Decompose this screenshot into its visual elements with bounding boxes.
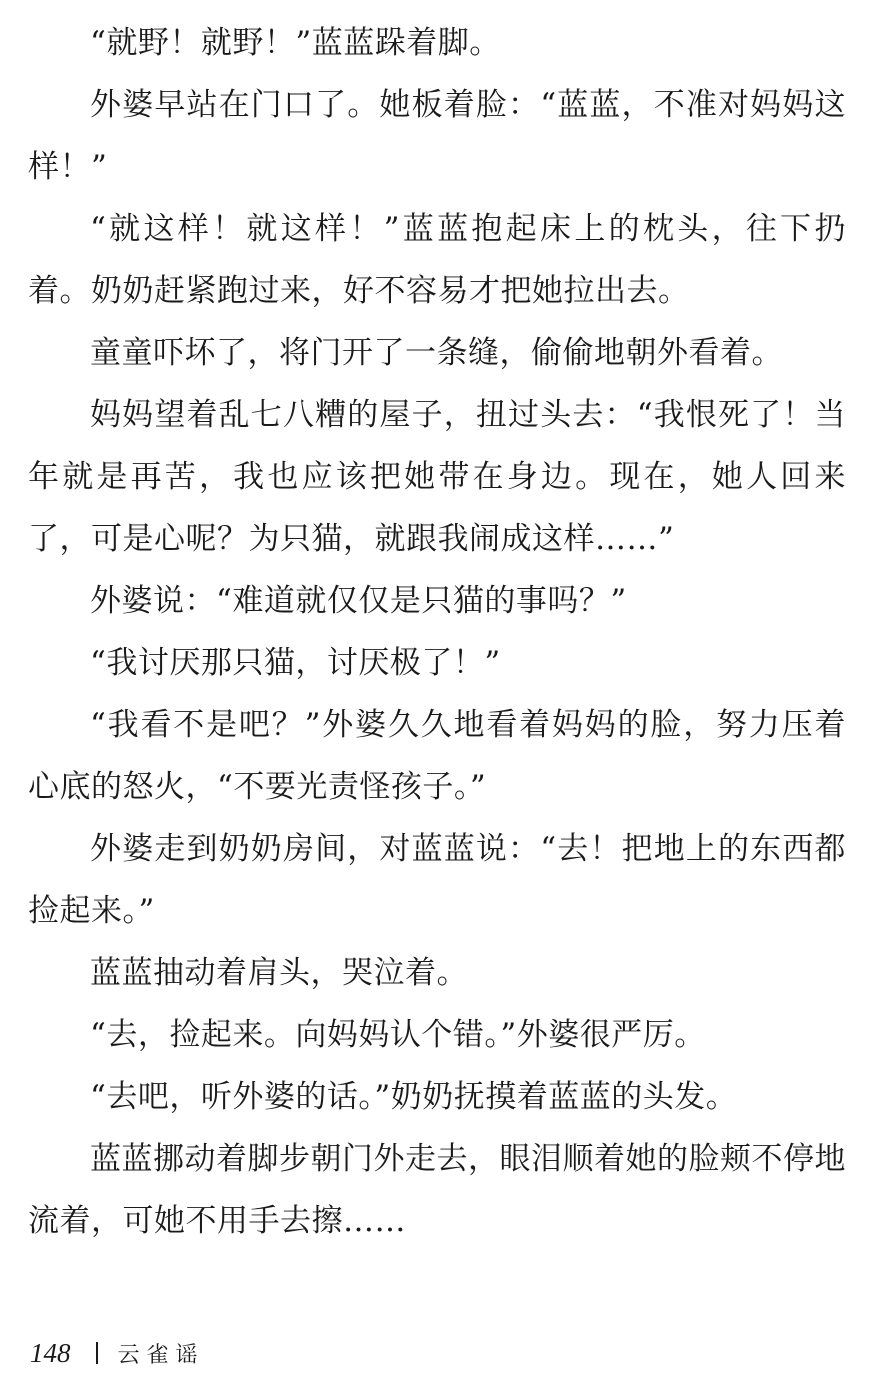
- paragraph: 妈妈望着乱七八糟的屋子，扭过头去：“我恨死了！当年就是再苦，我也应该把她带在身边。现在，她人回来了，可是心呢？为只猫，就跟我闹成这样……”: [28, 397, 846, 557]
- footer-divider: [96, 1342, 98, 1364]
- paragraph: “就野！就野！”蓝蓝跺着脚。: [90, 25, 501, 61]
- paragraph: 蓝蓝抽动着肩头，哭泣着。: [90, 955, 468, 991]
- paragraph: 外婆说：“难道就仅仅是只猫的事吗？”: [90, 583, 627, 619]
- paragraph: “我讨厌那只猫，讨厌极了！”: [90, 645, 501, 681]
- paragraph: “我看不是吧？”外婆久久地看着妈妈的脸，努力压着心底的怒火，“不要光责怪孩子。”: [28, 707, 846, 805]
- paragraph: “去，捡起来。向妈妈认个错。”外婆很严厉。: [90, 1017, 706, 1053]
- paragraph: 外婆走到奶奶房间，对蓝蓝说：“去！把地上的东西都捡起来。”: [28, 831, 846, 929]
- paragraph: 外婆早站在门口了。她板着脸：“蓝蓝，不准对妈妈这样！”: [28, 87, 846, 185]
- paragraph: “就这样！就这样！”蓝蓝抱起床上的枕头，往下扔着。奶奶赶紧跑过来，好不容易才把她拉出去。: [28, 211, 846, 309]
- book-title: 云雀谣: [117, 1342, 205, 1368]
- page-body: [28, 12, 846, 1252]
- paragraph: 童童吓坏了，将门开了一条缝，偷偷地朝外看着。: [90, 335, 783, 371]
- page-number: 148: [30, 1337, 71, 1368]
- paragraph: 蓝蓝挪动着脚步朝门外走去，眼泪顺着她的脸颊不停地流着，可她不用手去擦……: [28, 1141, 846, 1239]
- paragraph: “去吧，听外婆的话。”奶奶抚摸着蓝蓝的头发。: [90, 1079, 738, 1115]
- page-footer: [30, 1333, 205, 1373]
